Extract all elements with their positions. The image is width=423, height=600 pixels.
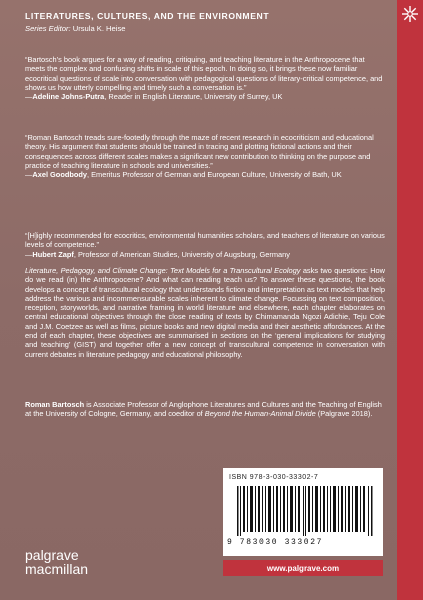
endorsement-2: [25, 133, 385, 179]
endorsement-3: [25, 231, 385, 259]
endorser-affiliation: , Professor of American Studies, University of Augsburg, Germany: [73, 249, 290, 259]
isbn-label: ISBN 978-3-030-33302-7: [229, 474, 319, 481]
bio-text: is Associate Professor of Anglophone Literatures and Cultures and the Teaching of English at the University of Cologne, Germany, and coeditor of: [25, 400, 382, 419]
publisher-url[interactable]: www.palgrave.com: [266, 563, 340, 573]
series-editor-label: Series Editor:: [25, 24, 71, 33]
book-description: [25, 266, 385, 359]
barcode-box: [223, 468, 383, 556]
barcode-digits: 9 783030 333027: [227, 538, 324, 547]
endorsement-quote: “[H]ighly recommended for ecocritics, environmental humanities scholars, and teachers of literature on various levels of competence.”: [25, 231, 385, 250]
endorser-name: Adeline Johns-Putra: [32, 92, 105, 102]
endorsement-1: [25, 55, 385, 101]
endorsement-quote: “Roman Bartosch treads sure-footedly through the maze of recent research in ecocriticism and educational theory. His argument that students should be trained in tracing and plotting fictional actions and their consequences across different scales makes a significant new contribution to thinking on the purpose and practice of teaching literature in schools and universities.”: [25, 133, 374, 170]
palgrave-logo-icon: [400, 4, 420, 24]
spine-bar: [397, 0, 423, 600]
endorser-name: Hubert Zapf: [32, 249, 74, 259]
publisher-name-line2: macmillan: [25, 561, 89, 577]
endorsement-quote: “Bartosch’s book argues for a way of reading, critiquing, and teaching literature in the Anthropocene that meets the complex and confusing shifts in scale of this epoch. In doing so, it brings these now familiar ecocritical questions of scale into conversation with pedagogical questions of literary-critical competence, and shows us how utterly compelling and timely such a conversation is.”: [25, 55, 383, 92]
bio-book-title: Beyond the Human-Animal Divide: [204, 409, 316, 419]
endorser-affiliation: , Emeritus Professor of German and European Culture, University of Bath, UK: [87, 170, 342, 180]
author-name: Roman Bartosch: [25, 400, 85, 409]
description-text: asks two questions: How do we read (in) the Anthropocene? And what can reading teach us? To answer these questions, the book develops a concept of transcultural ecology that understands fiction and interpretation as text models that help address the various and incommensurable scales inherent to climate change. Focussing on text composition, reception, storyworlds, and narrative framing in world literature and elsewhere, each chapter elaborates on central educational objectives through the close reading of texts by Chimamanda Ngozi Adichie, Teju Cole and J.M. Coetzee as well as films, picture books and new digital media and their aesthetic affordances. At the end of each chapter, these objectives are summarised in sections on the ‘general implications for studying and teaching’ (GIST) and together offer a new concept of transcultural competence in conversation with current debates in literature pedagogy and educational philosophy.: [25, 266, 386, 359]
series-title: LITERATURES, CULTURES, AND THE ENVIRONMENT: [25, 11, 270, 21]
publisher-logo: [25, 548, 88, 576]
publisher-url-box[interactable]: [223, 560, 383, 576]
barcode-icon: [237, 486, 373, 536]
bio-tail: (Palgrave 2018).: [315, 409, 373, 419]
endorsement-attribution: —Hubert Zapf, Professor of American Studies, University of Augsburg, Germany: [25, 249, 290, 259]
endorsement-attribution: —Axel Goodbody, Emeritus Professor of German and European Culture, University of Bath, UK: [25, 170, 342, 180]
endorsement-attribution: —Adeline Johns-Putra, Reader in English Literature, University of Surrey, UK: [25, 92, 283, 102]
bio-paragraph: [25, 400, 385, 419]
series-editor-name: Ursula K. Heise: [72, 24, 126, 33]
endorser-affiliation: , Reader in English Literature, University of Surrey, UK: [104, 92, 283, 102]
series-editor: [25, 24, 125, 33]
author-bio: [25, 400, 385, 419]
endorser-name: Axel Goodbody: [32, 170, 88, 180]
book-title: Literature, Pedagogy, and Climate Change: Text Models for a Transcultural Ecology: [25, 266, 301, 275]
publisher-name-line1: palgrave: [25, 547, 79, 563]
description-paragraph: [25, 266, 385, 359]
